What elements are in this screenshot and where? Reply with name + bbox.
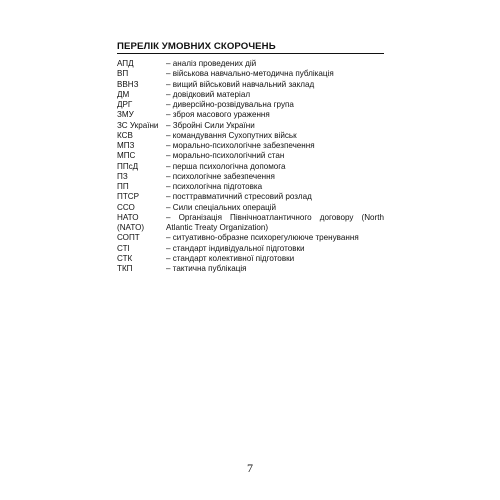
abbreviation-definition: – військова навчально-методична публікація [166, 69, 334, 79]
abbreviation-term: СОПТ [117, 233, 140, 243]
abbreviation-row [117, 90, 384, 100]
abbreviation-row [117, 213, 384, 223]
abbreviation-term: ПЗ [117, 171, 128, 181]
abbreviation-row [117, 254, 384, 264]
abbreviation-definition: – перша психологічна допомога [166, 161, 286, 171]
abbreviation-definition: – Сили спеціальних операцій [166, 202, 277, 212]
abbreviation-term: АПД [117, 59, 134, 68]
abbreviation-row [117, 121, 384, 131]
abbreviation-term: ППсД [117, 161, 139, 171]
abbreviation-definition: – зброя масового ураження [166, 110, 270, 120]
abbreviation-term: КСВ [117, 130, 133, 140]
abbreviation-definition: – психологічне забезпечення [166, 171, 275, 181]
abbreviation-definition: – морально-психологічний стан [166, 151, 285, 161]
abbreviation-term: ССО [117, 202, 135, 212]
abbreviation-term: ДРГ [117, 100, 133, 109]
abbreviation-definition: – стандарт колективної підготовки [166, 253, 295, 263]
abbreviation-row [117, 162, 384, 172]
abbreviation-row [117, 100, 384, 110]
abbreviation-row [117, 141, 384, 151]
abbreviation-row [117, 131, 384, 141]
abbreviation-row [117, 110, 384, 120]
abbreviation-definition: – психологічна підготовка [166, 182, 263, 191]
abbreviation-term: ЗС України [117, 120, 159, 130]
abbreviation-term: ТКП [117, 264, 133, 273]
abbreviation-term: ДМ [117, 89, 130, 99]
abbreviation-row [117, 244, 384, 254]
abbreviation-row [117, 151, 384, 161]
abbreviation-term: МПС [117, 151, 136, 161]
abbreviation-definition: – тактична публікація [166, 264, 247, 273]
abbreviation-term: ПП [117, 182, 129, 191]
abbreviation-row [117, 192, 384, 202]
abbreviation-row [117, 233, 384, 243]
abbreviation-row [117, 223, 384, 233]
abbreviation-row [117, 59, 384, 69]
abbreviation-definition: – аналіз проведених дій [166, 59, 257, 68]
abbreviation-definition: Atlantic Treaty Organization) [166, 223, 269, 232]
page-number: 7 [247, 461, 253, 475]
heading-underline [117, 53, 384, 54]
abbreviation-row [117, 69, 384, 79]
page-heading: ПЕРЕЛІК УМОВНИХ СКОРОЧЕНЬ [117, 41, 276, 52]
abbreviation-term: МПЗ [117, 141, 135, 150]
abbreviation-row [117, 264, 384, 274]
abbreviation-definition: – посттравматичний стресовий розлад [166, 192, 312, 202]
abbreviation-definition: – Організація Північноатлантичного договору (North [166, 212, 384, 222]
abbreviation-definition: – Збройні Сили України [166, 120, 255, 130]
abbreviation-definition: – диверсійно-розвідувальна група [166, 100, 294, 109]
abbreviation-definition: – вищий військовий навчальний заклад [166, 79, 315, 89]
abbreviation-row [117, 80, 384, 90]
abbreviation-term: (NATO) [117, 223, 145, 232]
abbreviation-term: НАТО [117, 212, 139, 222]
abbreviation-row [117, 203, 384, 213]
abbreviation-term: ЗМУ [117, 110, 134, 120]
abbreviation-list [117, 59, 384, 274]
abbreviation-row [117, 182, 384, 192]
abbreviation-definition: – довідковий матеріал [166, 89, 251, 99]
abbreviation-term: СТІ [117, 243, 130, 253]
abbreviation-definition: – ситуативно-образне психорегулюючe тренування [166, 233, 359, 243]
abbreviation-definition: – морально-психологічне забезпечення [166, 141, 315, 150]
abbreviation-term: ВВНЗ [117, 79, 139, 89]
abbreviation-row [117, 172, 384, 182]
abbreviation-definition: – стандарт індивідуальної підготовки [166, 243, 305, 253]
abbreviation-term: ПТСР [117, 192, 140, 202]
abbreviation-definition: – командування Сухопутних військ [166, 130, 297, 140]
abbreviation-term: СТК [117, 253, 133, 263]
abbreviation-term: ВП [117, 69, 129, 79]
